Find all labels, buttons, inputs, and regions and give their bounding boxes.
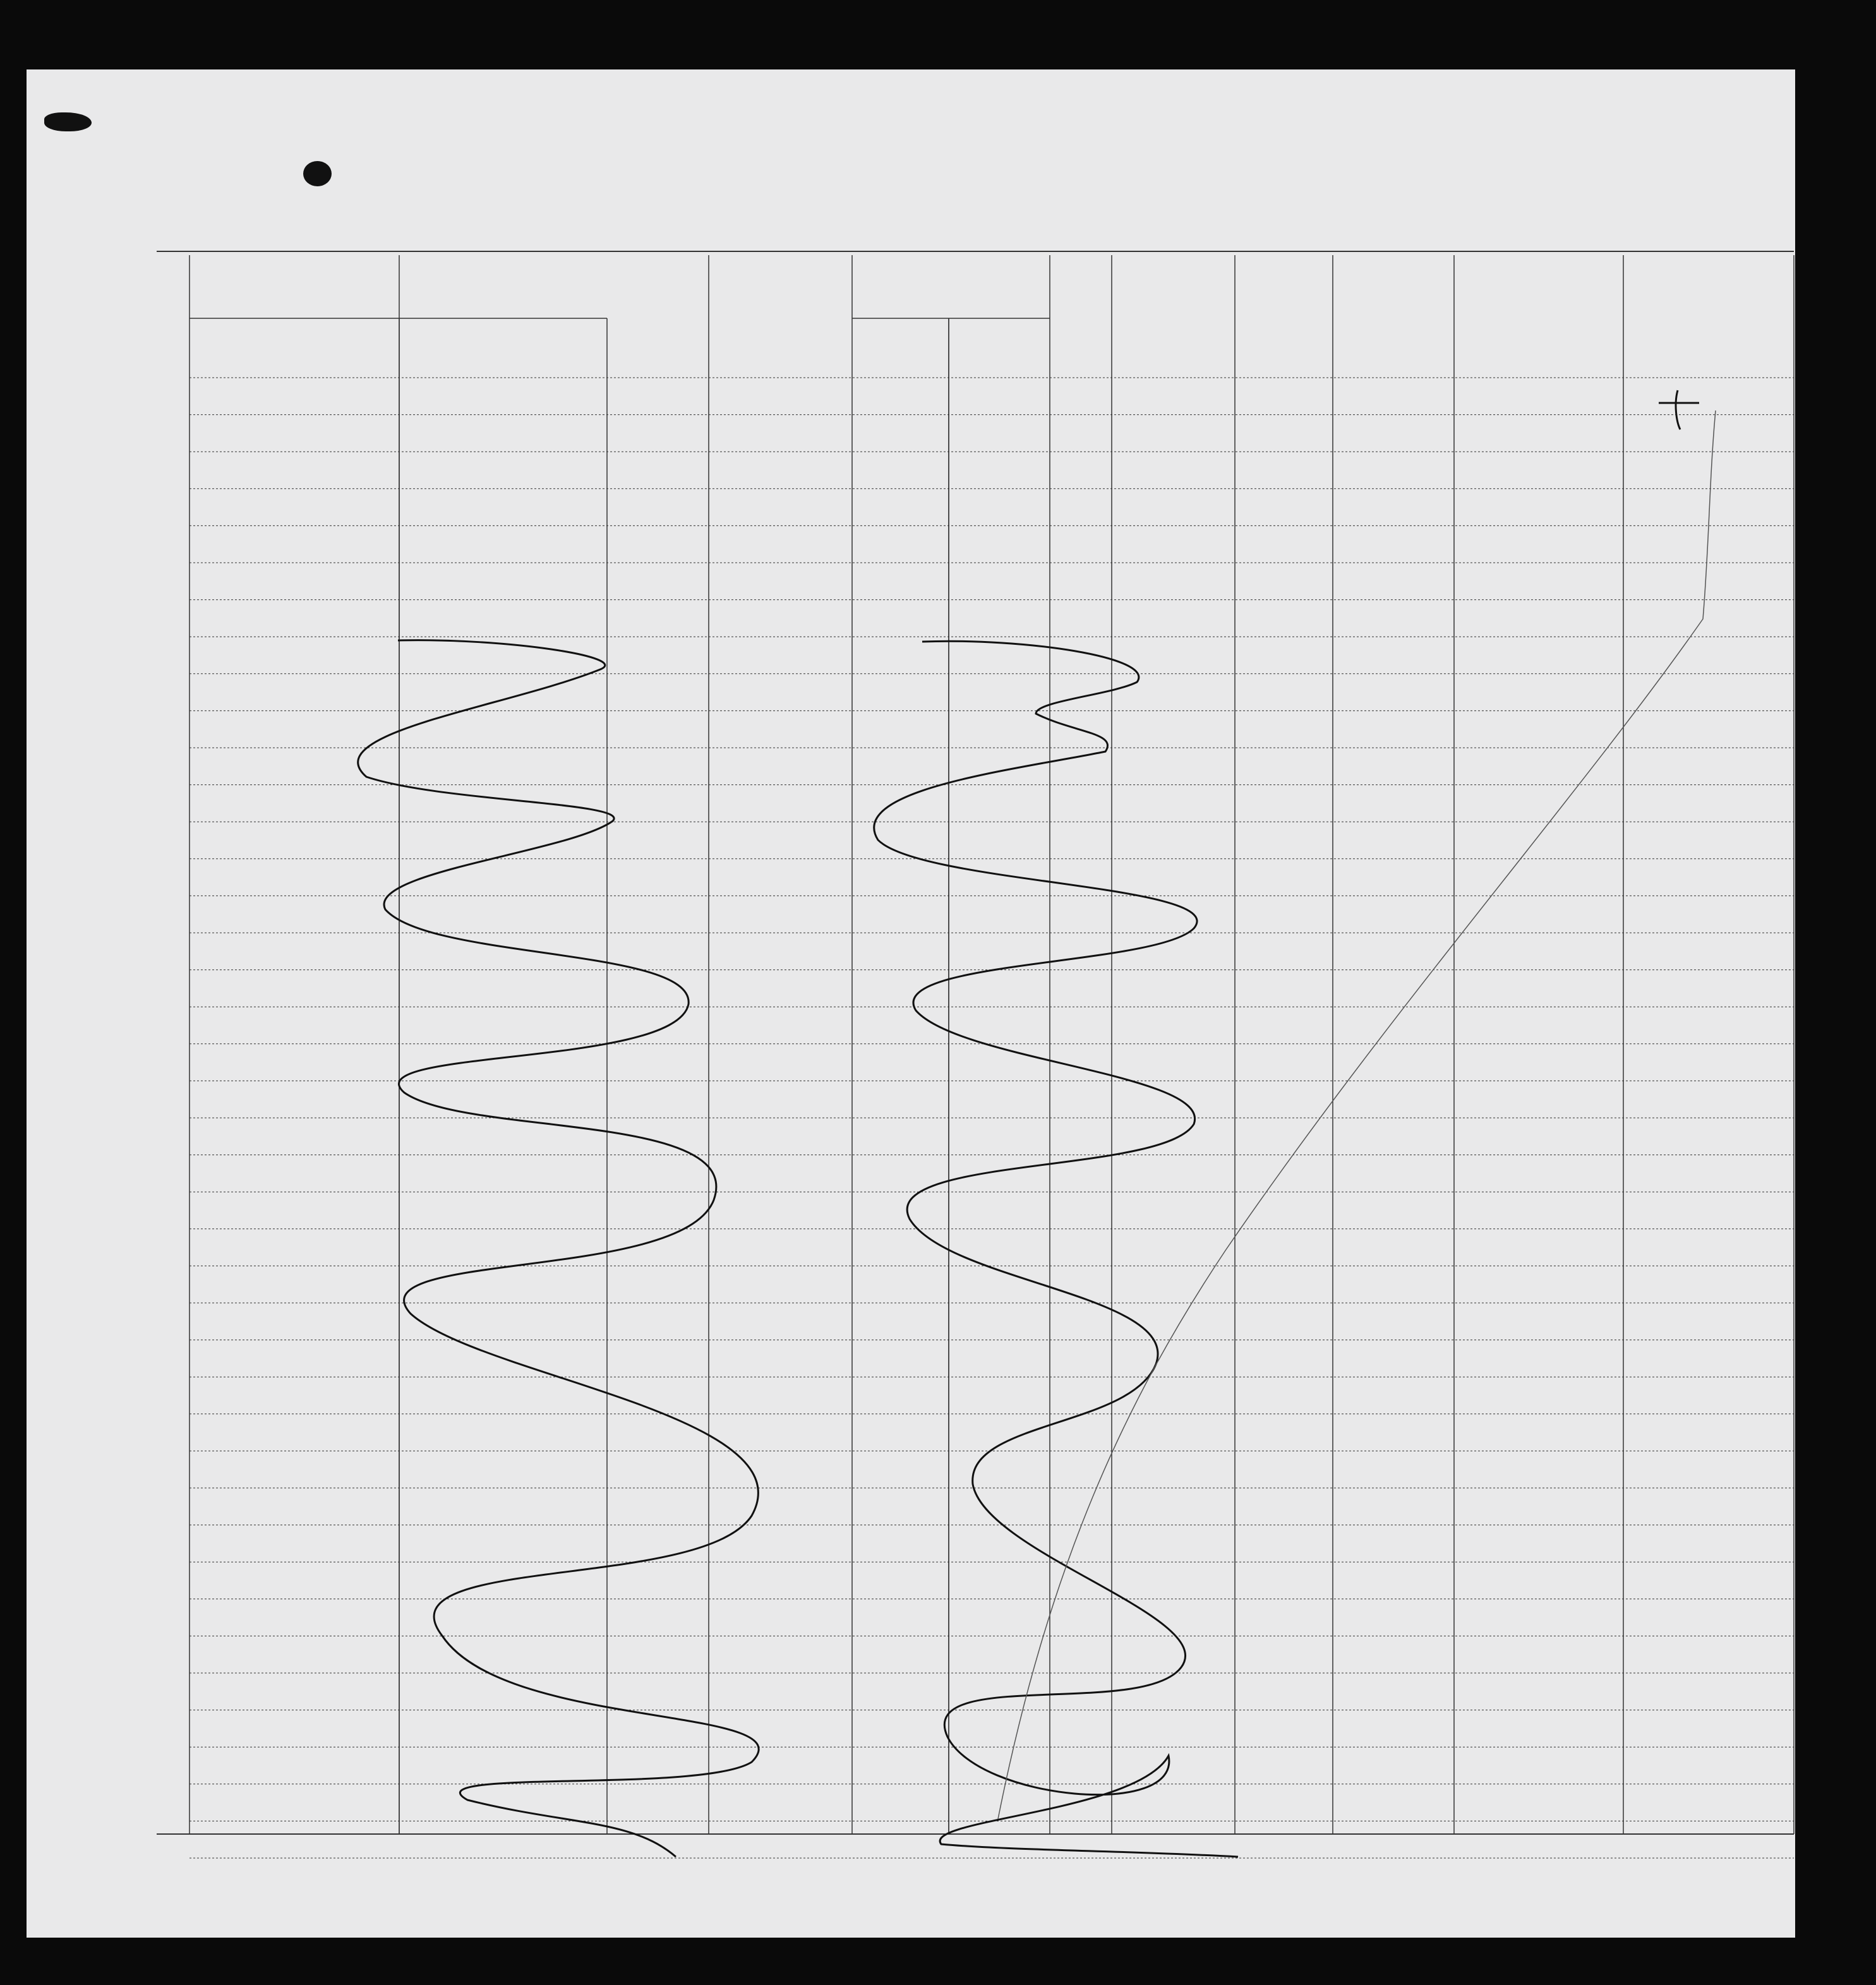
stamp-blot: [303, 161, 332, 186]
ink-blot: [44, 112, 92, 131]
officer-d-mark: [1659, 390, 1699, 429]
scribble-left: [358, 640, 759, 1857]
scribble-right: [874, 641, 1238, 1857]
action-strike-line: [998, 411, 1716, 1819]
